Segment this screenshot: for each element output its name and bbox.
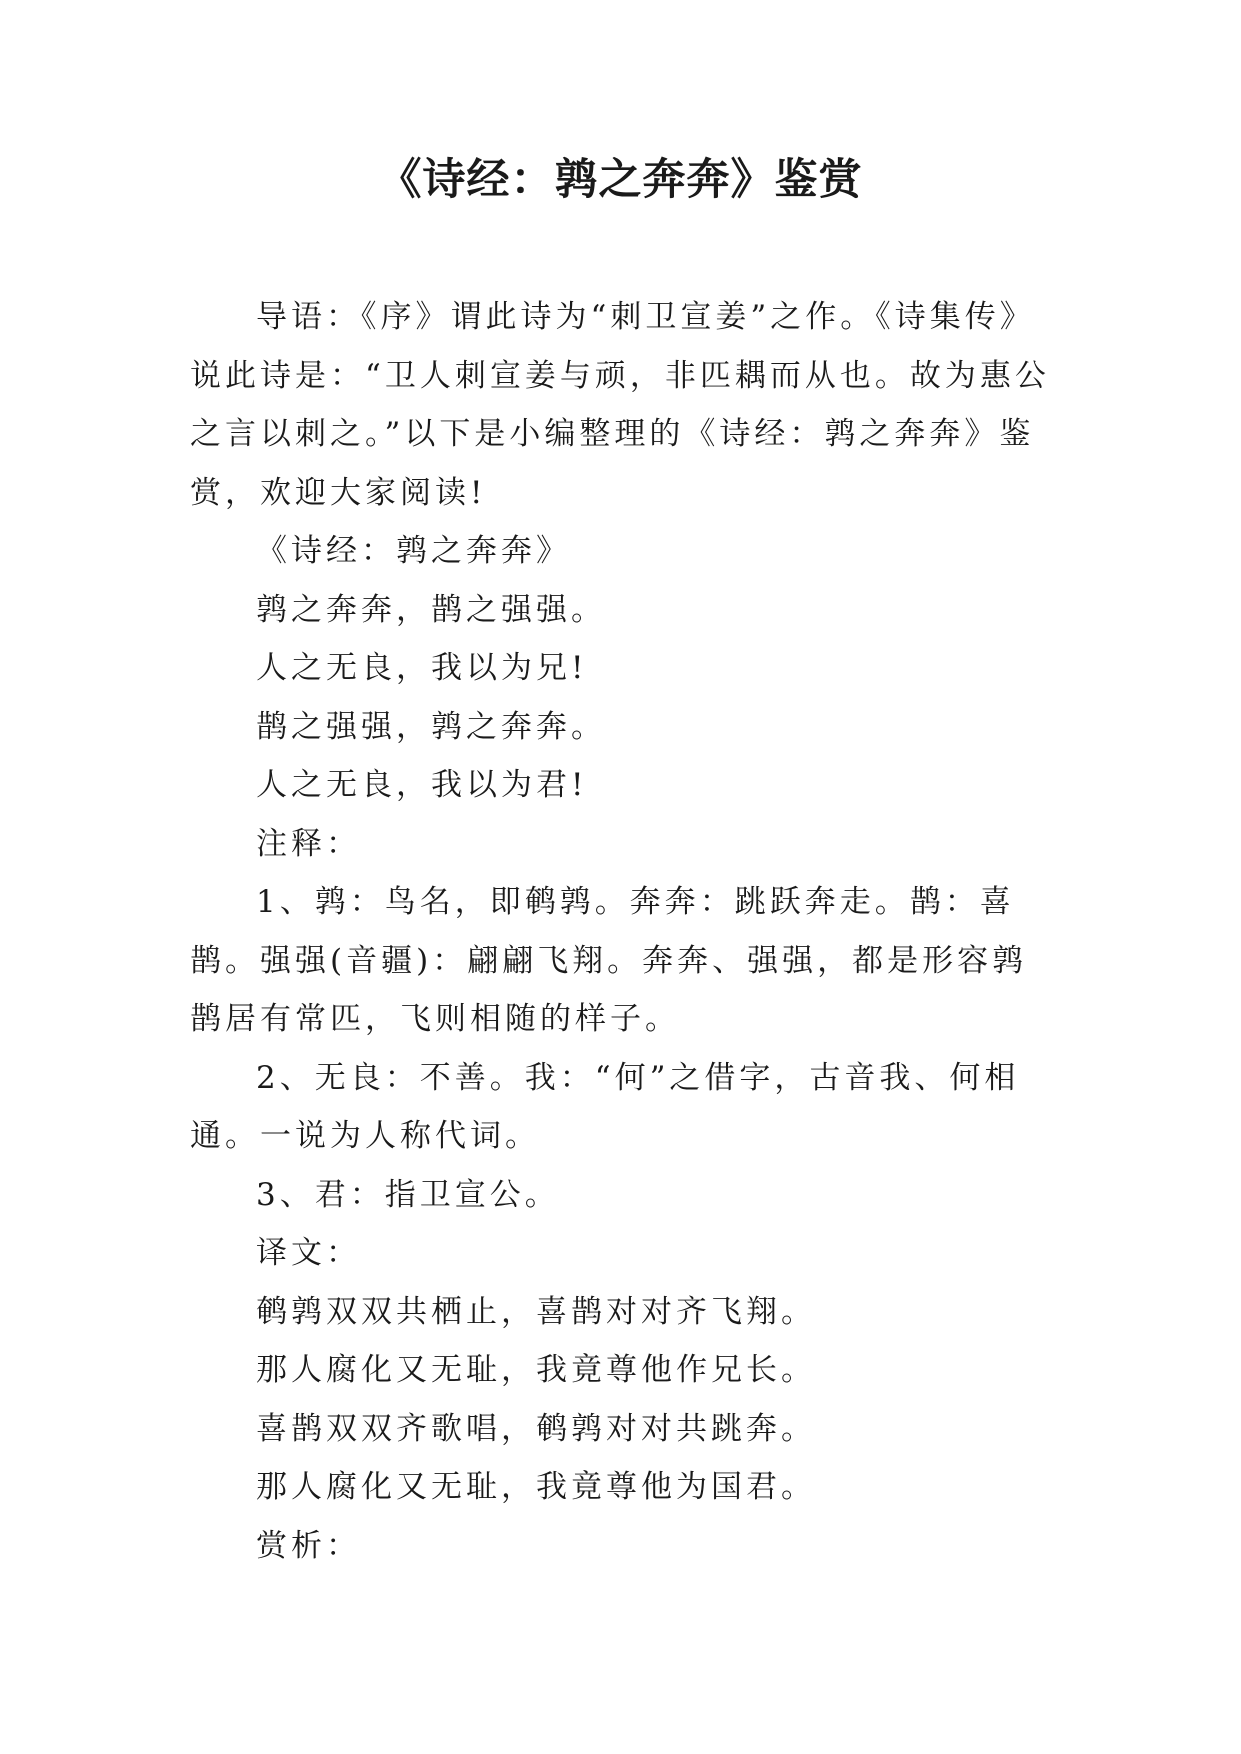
poem-title: 《诗经：鹑之奔奔》 xyxy=(256,533,571,569)
note-item: 2、无良：不善。我：“何”之借字，古音我、何相通。一说为人称代词。 xyxy=(190,1059,1020,1154)
poem-line: 人之无良，我以为君! xyxy=(256,767,588,803)
poem-line: 鹑之奔奔，鹊之强强。 xyxy=(256,591,606,628)
note-item: 3、君：指卫宣公。 xyxy=(256,1176,560,1213)
translation-line: 那人腐化又无耻，我竟尊他为国君。 xyxy=(256,1469,816,1505)
notes-heading: 注释： xyxy=(256,825,361,862)
document-body xyxy=(190,288,1060,1575)
translation-line: 那人腐化又无耻，我竟尊他作兄长。 xyxy=(256,1352,816,1388)
poem-line: 人之无良，我以为兄! xyxy=(256,650,588,686)
note-item: 1、鹑：鸟名，即鹌鹑。奔奔：跳跃奔走。鹊：喜鹊。强强(音疆)：翩翩飞翔。奔奔、强强，都是形容鹑鹊居有常匹，飞则相随的样子。 xyxy=(190,884,1028,1037)
poem-line: 鹊之强强，鹑之奔奔。 xyxy=(256,708,606,745)
intro-paragraph: 导语：《序》谓此诗为“刺卫宣姜”之作。《诗集传》说此诗是：“卫人刺宣姜与顽，非匹耦而从也。故为惠公之言以刺之。”以下是小编整理的《诗经：鹑之奔奔》鉴赏，欢迎大家阅读! xyxy=(190,299,1050,511)
translation-line: 喜鹊双双齐歌唱，鹌鹑对对共跳奔。 xyxy=(256,1410,816,1447)
appreciation-heading: 赏析： xyxy=(256,1527,361,1564)
translation-line: 鹌鹑双双共栖止，喜鹊对对齐飞翔。 xyxy=(256,1293,816,1330)
document-title: 《诗经：鹑之奔奔》鉴赏 xyxy=(378,155,863,205)
translation-heading: 译文： xyxy=(256,1235,361,1271)
